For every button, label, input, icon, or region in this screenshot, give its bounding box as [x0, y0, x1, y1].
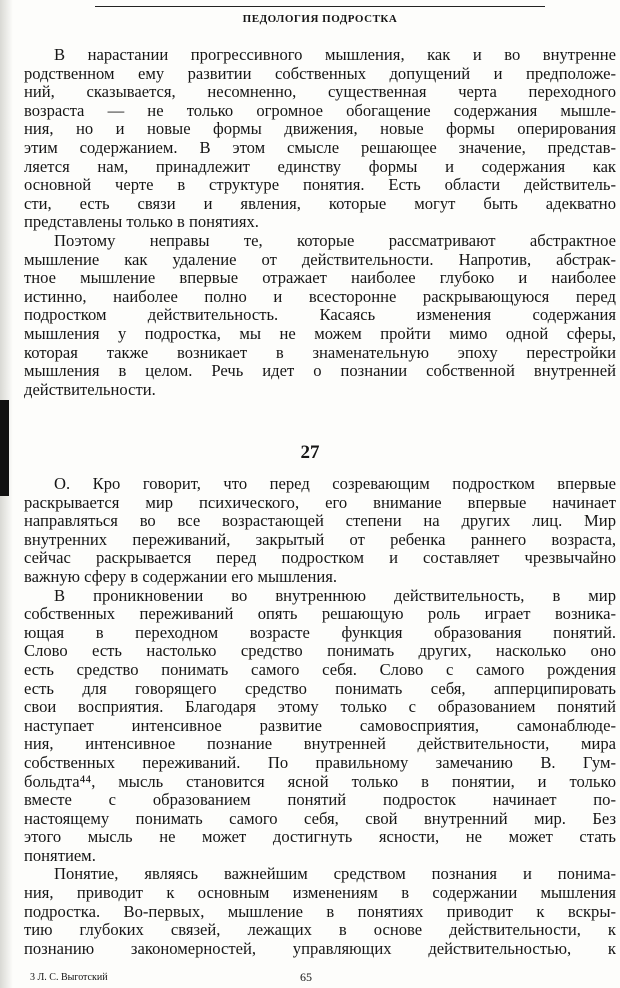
text-line: сти, есть связи и явления, которые могут быть адекватно	[24, 193, 616, 213]
text-line: вместе с образованием понятий подросток начинает по-	[24, 790, 616, 810]
text-line: ляется нам, принадлежит единству формы и содержания как	[24, 156, 616, 176]
text-line: есть средство понимать самого себя. Слово с самого рождения	[24, 659, 616, 679]
text-line: ния, но и новые формы движения, новые формы оперирования	[24, 119, 616, 139]
text-block-1	[24, 46, 616, 399]
text-line: ния, интенсивное познание внутренней действительности, мира	[24, 734, 616, 754]
text-line: мышления у подростка, мы не можем пройти мимо одной сферы,	[24, 323, 616, 343]
text-line: есть для говорящего средство понимать себя, апперципировать	[24, 678, 616, 698]
text-block-2	[24, 475, 616, 958]
text-line: возраста — не только огромное обогащение содержания мышле-	[24, 100, 616, 120]
text-line: истинно, наиболее полно и всесторонне раскрывающуюся перед	[24, 286, 616, 306]
text-line: Поэтому неправы те, которые рассматривают абстрактное	[54, 230, 616, 250]
text-line: ний, сказывается, несомненно, существенная черта переходного	[24, 82, 616, 102]
text-line: больдта⁴⁴, мысль становится ясной только в понятии, и только	[24, 771, 616, 791]
text-line: важную сферу в содержании его мышления.	[24, 566, 338, 586]
text-line: ющая в переходном возрасте функция образования понятий.	[24, 622, 616, 642]
text-line: родственном ему развитии собственных допущений и предположе-	[24, 63, 616, 83]
text-line: тное мышление впервые отражает наиболее глубоко и наиболее	[24, 268, 616, 288]
text-line: внутренних переживаний, закрытый от ребенка раннего возраста,	[24, 529, 616, 549]
text-line: мышления в целом. Речь идет о познании собственной внутренней	[24, 361, 616, 381]
section-number: 27	[300, 442, 320, 463]
running-head: ПЕДОЛОГИЯ ПОДРОСТКА	[95, 6, 545, 25]
text-line: этим содержанием. В этом смысле решающее значение, представ-	[24, 137, 616, 157]
text-line: наступает интенсивное развитие самовосприятия, самонаблюде-	[24, 715, 616, 735]
text-line: свои восприятия. Благодаря этому только с образованием понятий	[24, 697, 616, 717]
text-line: сейчас раскрывается перед подростком и составляет чрезвычайно	[24, 548, 616, 568]
text-line: действительности.	[24, 379, 156, 399]
text-line: познанию закономерностей, управляющих действительностью, к	[24, 938, 616, 958]
text-line: подростком действительность. Касаясь изменения содержания	[24, 305, 616, 325]
text-line: раскрывается мир психического, его внимание впервые начинает	[24, 492, 616, 512]
text-line: основной черте в структуре понятия. Есть области действитель-	[24, 175, 616, 195]
text-line: В проникновении во внутреннюю действительность, в мир	[54, 585, 616, 605]
text-line: ния, приводит к основным изменениям в содержании мышления	[24, 883, 616, 903]
text-line: О. Кро говорит, что перед созревающим подростком впервые	[54, 474, 616, 493]
text-line: этого мысль не может достигнуть ясности, не может стать	[24, 827, 616, 847]
text-line: направляться во все возрастающей степени на других лиц. Мир	[24, 511, 616, 531]
text-line: В нарастании прогрессивного мышления, как и во внутренне	[54, 45, 616, 64]
text-line: представлены только в понятиях.	[24, 212, 259, 232]
text-line: Понятие, являясь важнейшим средством познания и понима-	[54, 864, 616, 884]
text-line: собственных переживаний. По правильному замечанию В. Гум-	[24, 752, 616, 772]
text-line: тию глубоких связей, лежащих в основе действительности, к	[24, 920, 616, 940]
text-line: настоящему понимать самого себя, свой внутренний мир. Без	[24, 808, 616, 828]
footer-signature: 3 Л. С. Выготский	[30, 972, 108, 983]
text-line: собственных переживаний опять решающую роль играет возника-	[24, 604, 616, 624]
text-line: которая также возникает в знаменательную эпоху перестройки	[24, 342, 616, 362]
text-line: понятием.	[24, 845, 96, 865]
text-line: Слово есть настолько средство понимать других, насколько оно	[24, 641, 616, 661]
text-line: мышление как удаление от действительности. Напротив, абстрак-	[24, 249, 616, 269]
text-line: подростка. Во-первых, мышление в понятиях приводит к вскры-	[24, 901, 616, 921]
page-number: 65	[300, 970, 312, 984]
